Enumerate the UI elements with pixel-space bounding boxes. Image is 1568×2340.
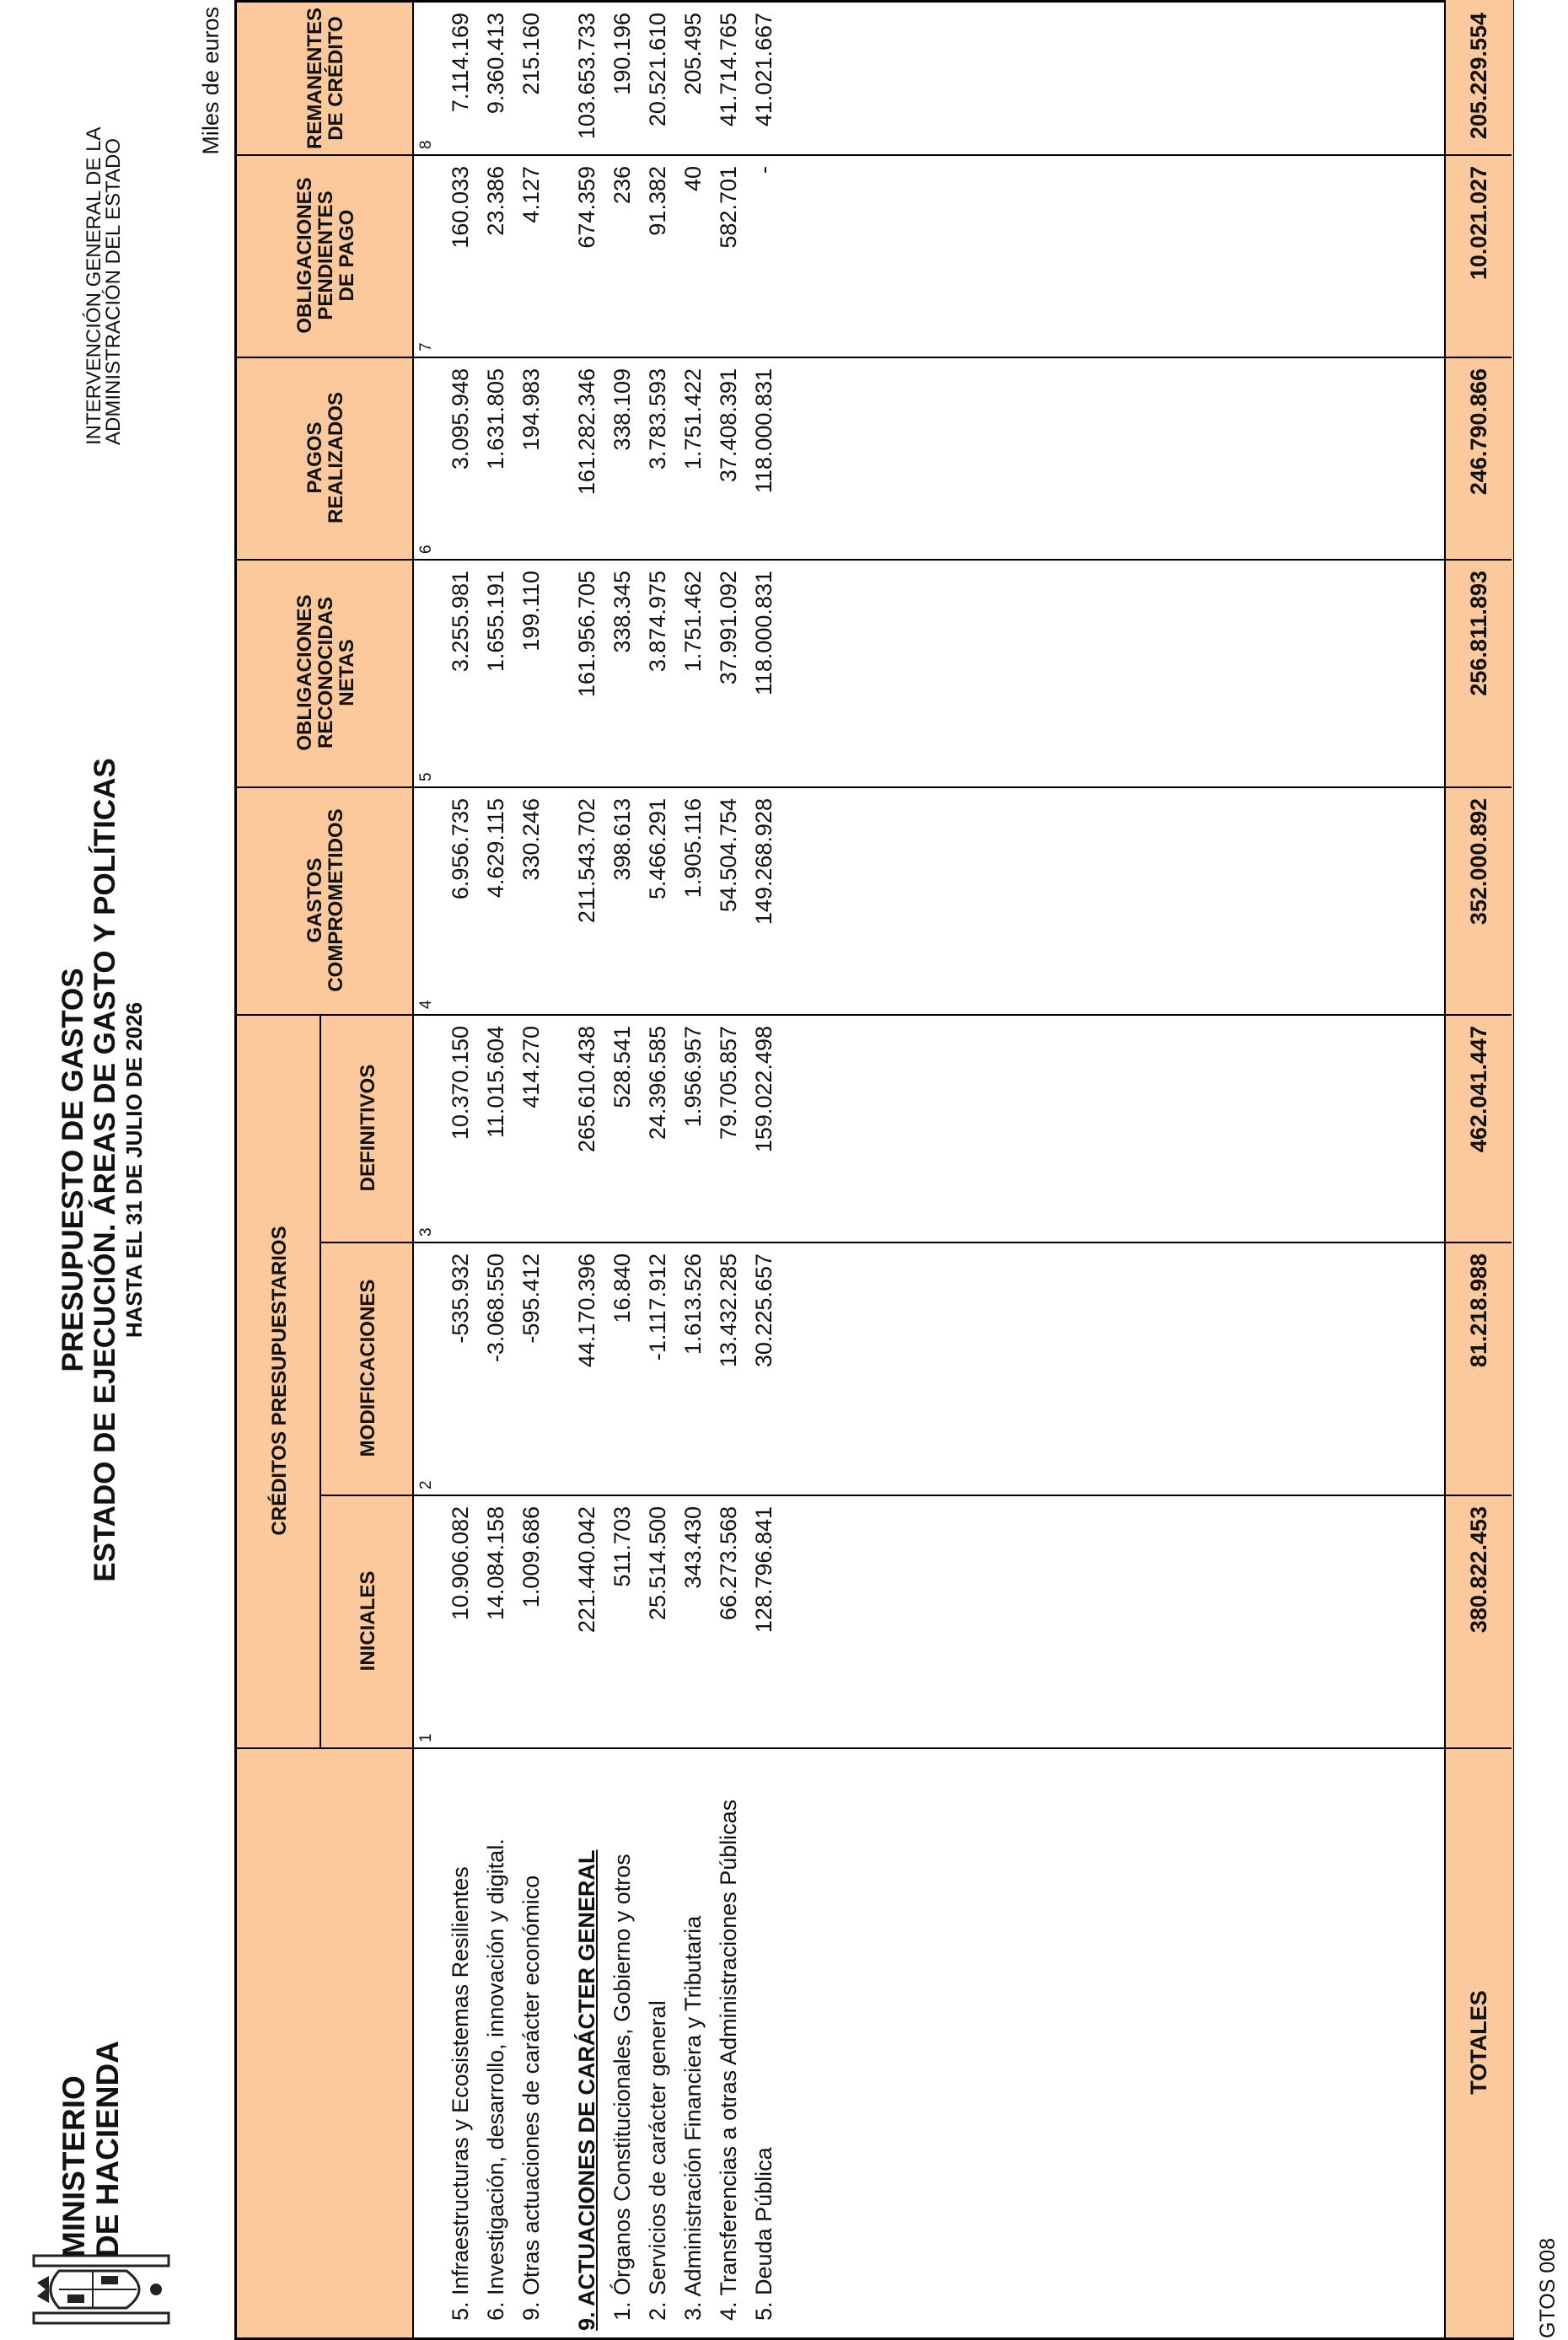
cell-iniciales: 128.796.841 [751, 1506, 776, 1634]
cell-obligaciones-reconocidas: 338.345 [609, 571, 635, 653]
col-header-iniciales: INICIALES [321, 1495, 414, 1747]
cell-pagos-realizados: 1.751.422 [680, 368, 706, 470]
section-label: 9. ACTUACIONES DE CARÁCTER GENERAL [574, 1849, 599, 2331]
row-label: 5. Infraestructuras y Ecosistemas Resilientes [448, 1866, 473, 2321]
cell-remanentes: 41.714.765 [716, 13, 741, 127]
col-number: 1 [417, 1733, 435, 1742]
cell-remanentes: 20.521.610 [645, 13, 670, 127]
creditos-group-header: CRÉDITOS PRESUPUESTARIOS [237, 1014, 321, 1747]
cell-obligaciones-reconocidas: 1.655.191 [483, 571, 508, 673]
igae-line-2: ADMINISTRACIÓN DEL ESTADO [102, 137, 125, 445]
cell-definitivos: 79.705.857 [716, 1026, 741, 1140]
cell-modificaciones: -595.412 [518, 1253, 544, 1344]
cell-definitivos: 265.610.438 [574, 1026, 599, 1153]
cell-obligaciones-reconocidas: 118.000.831 [751, 571, 776, 696]
row-label: 9. Otras actuaciones de carácter económico [518, 1875, 544, 2321]
cell-remanentes: 103.653.733 [574, 13, 599, 140]
cell-modificaciones: -1.117.912 [645, 1253, 670, 1361]
cell-gastos-comprometidos: 211.543.702 [574, 798, 599, 924]
footer-code: GTOS 008 [1536, 2237, 1560, 2338]
cell-remanentes: 215.160 [518, 13, 544, 95]
ministry-line-1: MINISTERIO [56, 2075, 91, 2257]
row-label: 5. Deuda Pública [751, 2147, 776, 2321]
cell-modificaciones: 16.840 [609, 1253, 635, 1323]
cell-definitivos: 24.396.585 [645, 1026, 670, 1140]
header-divider [412, 3, 414, 2337]
title-line-2: ESTADO DE EJECUCIÓN. ÁREAS DE GASTO Y POLÍTICAS [89, 758, 121, 1582]
col-divider [237, 154, 1512, 156]
cell-gastos-comprometidos: 330.246 [518, 798, 544, 881]
cell-gastos-comprometidos: 4.629.115 [483, 798, 508, 899]
cell-modificaciones: 30.225.657 [751, 1253, 776, 1368]
cell-obligaciones-pendientes: 4.127 [518, 166, 544, 223]
total-modificaciones: 81.218.988 [1466, 1253, 1491, 1368]
cell-gastos-comprometidos: 6.956.735 [448, 798, 473, 900]
col-divider [321, 1242, 1512, 1243]
total-pagos-realizados: 246.790.866 [1466, 368, 1491, 496]
col-header-obligaciones-pendientes: OBLIGACIONES PENDIENTES DE PAGO [237, 154, 414, 357]
cell-modificaciones: 44.170.396 [574, 1253, 599, 1368]
cell-gastos-comprometidos: 54.504.754 [716, 798, 741, 913]
cell-pagos-realizados: 338.109 [609, 368, 635, 451]
cell-remanentes: 7.114.169 [448, 13, 473, 113]
col-divider [237, 1014, 1512, 1016]
title-line-1: PRESUPUESTO DE GASTOS [56, 968, 89, 1372]
cell-obligaciones-pendientes: - [751, 166, 776, 174]
cell-iniciales: 66.273.568 [716, 1506, 741, 1621]
cell-definitivos: 528.541 [609, 1026, 635, 1108]
cell-obligaciones-reconocidas: 3.874.975 [645, 571, 670, 673]
total-remanentes: 205.229.554 [1466, 13, 1491, 140]
totals-divider [1444, 3, 1446, 2337]
cell-definitivos: 10.370.150 [448, 1026, 473, 1140]
cell-gastos-comprometidos: 398.613 [609, 798, 635, 881]
cell-obligaciones-pendientes: 160.033 [448, 166, 473, 249]
col-header-pagos-realizados: PAGOS REALIZADOS [237, 357, 414, 559]
cell-obligaciones-pendientes: 23.386 [483, 166, 508, 236]
col-divider [237, 786, 1512, 788]
cell-pagos-realizados: 37.408.391 [716, 368, 741, 483]
cell-gastos-comprometidos: 149.268.928 [751, 798, 776, 926]
cell-definitivos: 414.270 [518, 1026, 544, 1108]
row-label: 2. Servicios de carácter general [645, 2000, 670, 2321]
cell-iniciales: 14.084.158 [483, 1506, 508, 1621]
cell-remanentes: 190.196 [609, 13, 635, 95]
cell-modificaciones: -3.068.550 [483, 1253, 508, 1363]
cell-obligaciones-pendientes: 91.382 [645, 166, 670, 236]
cell-iniciales: 343.430 [680, 1506, 706, 1589]
cell-definitivos: 159.022.498 [751, 1026, 776, 1153]
cell-remanentes: 41.021.667 [751, 13, 776, 127]
total-iniciales: 380.822.453 [1466, 1506, 1491, 1634]
col-header-modificaciones: MODIFICACIONES [321, 1242, 414, 1495]
row-label: 6. Investigación, desarrollo, innovación y digital. [483, 1838, 508, 2321]
col-header-obligaciones-reconocidas: OBLIGACIONES RECONOCIDAS NETAS [237, 559, 414, 786]
cell-obligaciones-pendientes: 40 [680, 166, 706, 192]
total-obligaciones-reconocidas: 256.811.893 [1466, 571, 1491, 696]
cell-pagos-realizados: 118.000.831 [751, 368, 776, 494]
cell-obligaciones-reconocidas: 37.991.092 [716, 571, 741, 685]
row-label: 1. Órganos Constitucionales, Gobierno y otros [609, 1854, 635, 2321]
cell-gastos-comprometidos: 1.905.116 [680, 798, 706, 899]
cell-modificaciones: -535.932 [448, 1253, 473, 1344]
cell-obligaciones-reconocidas: 1.751.462 [680, 571, 706, 673]
cell-iniciales: 25.514.500 [645, 1506, 670, 1621]
total-gastos-comprometidos: 352.000.892 [1466, 798, 1491, 926]
cell-obligaciones-reconocidas: 199.110 [518, 571, 544, 652]
cell-modificaciones: 13.432.285 [716, 1253, 741, 1368]
cell-gastos-comprometidos: 5.466.291 [645, 798, 670, 900]
col-header-definitivos: DEFINITIVOS [321, 1014, 414, 1242]
cell-modificaciones: 1.613.526 [680, 1253, 706, 1355]
row-label: 3. Administración Financiera y Tributaria [680, 1915, 706, 2321]
col-number: 7 [417, 342, 435, 352]
cell-pagos-realizados: 3.783.593 [645, 368, 670, 470]
igae-label [84, 7, 123, 445]
col-number: 2 [417, 1480, 435, 1489]
col-header-remanentes: REMANENTES DE CRÉDITO [237, 3, 414, 154]
cell-pagos-realizados: 161.282.346 [574, 368, 599, 496]
cell-definitivos: 11.015.604 [483, 1026, 508, 1139]
col-divider [321, 1495, 1512, 1496]
concept-header-cell [237, 1747, 414, 2337]
units-label: Miles de euros [198, 7, 223, 155]
cell-obligaciones-reconocidas: 3.255.981 [448, 571, 473, 673]
cell-obligaciones-pendientes: 582.701 [716, 166, 741, 249]
col-divider [237, 1747, 1512, 1749]
cell-iniciales: 221.440.042 [574, 1506, 599, 1634]
cell-iniciales: 1.009.686 [518, 1506, 544, 1608]
igae-line-1: INTERVENCIÓN GENERAL DE LA [83, 126, 105, 445]
col-number: 3 [417, 1227, 435, 1237]
cell-obligaciones-pendientes: 674.359 [574, 166, 599, 249]
col-number: 5 [417, 772, 435, 781]
col-divider [237, 559, 1512, 561]
cell-iniciales: 10.906.082 [448, 1506, 473, 1621]
budget-table [234, 0, 1514, 2340]
row-label: 4. Transferencias a otras Administraciones Públicas [716, 1799, 741, 2321]
cell-pagos-realizados: 194.983 [518, 368, 544, 451]
total-obligaciones-pendientes: 10.021.027 [1466, 166, 1491, 281]
col-number: 4 [417, 1000, 435, 1009]
totals-label: TOTALES [1466, 1990, 1491, 2095]
group-divider [320, 1014, 321, 1747]
cell-remanentes: 205.495 [680, 13, 706, 95]
cell-pagos-realizados: 1.631.805 [483, 368, 508, 470]
cell-obligaciones-pendientes: 236 [609, 166, 635, 205]
title-line-3: HASTA EL 31 DE JULIO DE 2026 [121, 1001, 147, 1339]
cell-remanentes: 9.360.413 [483, 13, 508, 115]
cell-obligaciones-reconocidas: 161.956.705 [574, 571, 599, 698]
col-divider [237, 357, 1512, 358]
cell-definitivos: 1.956.957 [680, 1026, 706, 1128]
cell-pagos-realizados: 3.095.948 [448, 368, 473, 470]
col-number: 8 [417, 140, 435, 149]
ministry-line-2: DE HACIENDA [90, 2041, 125, 2257]
col-header-gastos-comprometidos: GASTOS COMPROMETIDOS [237, 786, 414, 1014]
col-number: 6 [417, 545, 435, 554]
total-definitivos: 462.041.447 [1466, 1026, 1491, 1153]
cell-iniciales: 511.703 [609, 1506, 635, 1587]
